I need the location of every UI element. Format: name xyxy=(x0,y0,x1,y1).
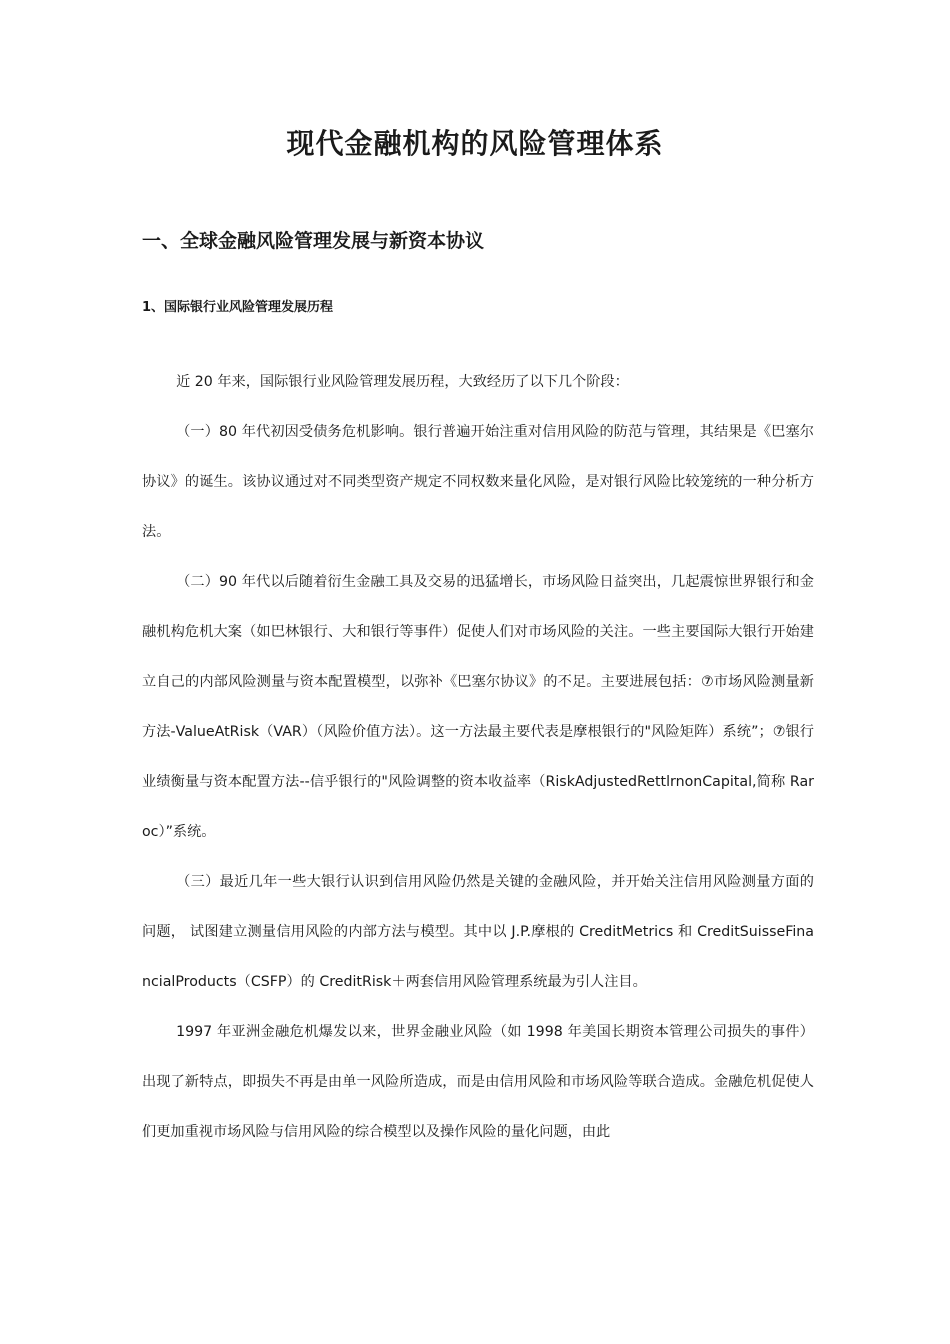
paragraph-stage-3: （三）最近几年一些大银行认识到信用风险仍然是关键的金融风险，并开始关注信用风险测量方面的问题， 试图建立测量信用风险的内部方法与模型。其中以 J.P.摩根的 CreditMetrics 和 CreditSuisseFinancialProducts（CSFP）的 CreditRisk＋两套信用风险管理系统最为引人注目。 xyxy=(142,874,814,990)
paragraph-stage-2: （二）90 年代以后随着衍生金融工具及交易的迅猛增长，市场风险日益突出，几起震惊世界银行和金融机构危机大案（如巴林银行、大和银行等事件）促使人们对市场风险的关注。一些主要国际大银行开始建立自己的内部风险测量与资本配置模型，以弥补《巴塞尔协议》的不足。主要进展包括：⑦市场风险测量新方法-ValueAtRisk（VAR）（风险价值方法）。这一方法最主要代表是摩根银行的"风险矩阵）系统”；⑦银行业绩衡量与资本配置方法--信乎银行的"风险调整的资本收益率（RiskAdjustedRettlrnonCapital,简称 Raroc）”系统。 xyxy=(142,574,814,840)
paragraph-intro: 近 20 年来，国际银行业风险管理发展历程，大致经历了以下几个阶段： xyxy=(176,374,629,390)
paragraph-1997-crisis: 1997 年亚洲金融危机爆发以来，世界金融业风险（如 1998 年美国长期资本管理公司损失的事件）出现了新特点，即损失不再是由单一风险所造成，而是由信用风险和市场风险等联合造成。金融危机促使人们更加重视市场风险与信用风险的综合模型以及操作风险的量化问题，由此 xyxy=(142,1024,814,1140)
section-heading: 一、全球金融风险管理发展与新资本协议 xyxy=(142,230,485,252)
document-title: 现代金融机构的风险管理体系 xyxy=(286,127,664,160)
subsection-heading: 1、国际银行业风险管理发展历程 xyxy=(142,300,334,315)
body-text xyxy=(142,357,814,1157)
paragraph-stage-1: （一）80 年代初因受债务危机影响。银行普遍开始注重对信用风险的防范与管理，其结果是《巴塞尔协议》的诞生。该协议通过对不同类型资产规定不同权数来量化风险，是对银行风险比较笼统的一种分析方法。 xyxy=(142,424,814,540)
